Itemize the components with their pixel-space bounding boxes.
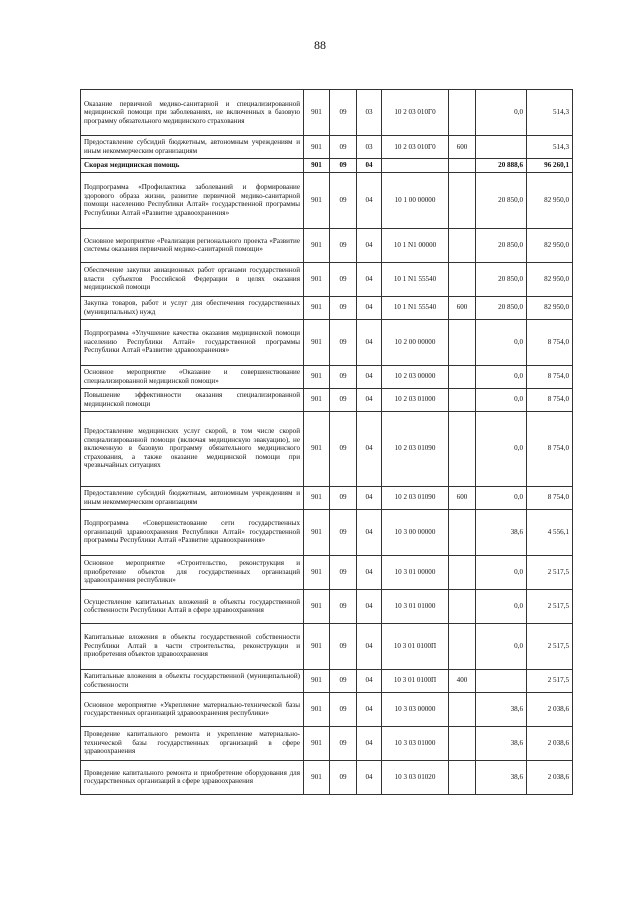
row-section-cell: 09 — [330, 509, 357, 555]
row-amount-2-cell: 8 754,0 — [527, 365, 573, 388]
row-grbs-cell: 901 — [304, 760, 330, 794]
row-subsection-cell: 04 — [357, 486, 382, 509]
row-target-article-cell: 10 3 03 01020 — [382, 760, 449, 794]
table-row — [81, 760, 573, 794]
row-target-article-cell: 10 1 N1 00000 — [382, 228, 449, 262]
row-target-article-cell: 10 2 03 01000 — [382, 388, 449, 411]
row-grbs-cell: 901 — [304, 509, 330, 555]
row-subsection-cell: 04 — [357, 509, 382, 555]
row-expense-type-cell — [449, 509, 476, 555]
row-amount-2-cell: 4 556,1 — [527, 509, 573, 555]
row-amount-2-cell: 2 517,5 — [527, 555, 573, 589]
row-name-cell: Подпрограмма «Профилактика заболеваний и формирование здорового образа жизни, развитие первичной медико-санитарной помощи населению Республики Алтай» государственной программы Республики Алтай «Развитие здравоохранения» — [81, 172, 304, 228]
row-subsection-cell: 04 — [357, 669, 382, 692]
row-section-cell: 09 — [330, 262, 357, 296]
row-expense-type-cell — [449, 555, 476, 589]
row-section-cell: 09 — [330, 486, 357, 509]
row-name-cell: Основное мероприятие «Реализация регионального проекта «Развитие системы оказания первичной медико-санитарной помощи» — [81, 228, 304, 262]
row-expense-type-cell — [449, 760, 476, 794]
row-section-cell: 09 — [330, 228, 357, 262]
row-target-article-cell: 10 3 01 0100П — [382, 669, 449, 692]
row-grbs-cell: 901 — [304, 726, 330, 760]
row-subsection-cell: 04 — [357, 589, 382, 623]
row-amount-2-cell: 82 950,0 — [527, 296, 573, 319]
row-subsection-cell: 04 — [357, 555, 382, 589]
row-section-cell: 09 — [330, 90, 357, 136]
row-target-article-cell: 10 3 01 00000 — [382, 555, 449, 589]
row-name-cell: Предоставление медицинских услуг скорой, в том числе скорой специализированной помощи (включая медицинскую эвакуацию), не включенную в базовую программу обязательного медицинского страхования, а также оказание медицинской помощи при чрезвычайных ситуациях — [81, 411, 304, 486]
table-row — [81, 136, 573, 159]
table-row — [81, 365, 573, 388]
row-target-article-cell — [382, 159, 449, 173]
row-name-cell: Основное мероприятие «Оказание и совершенствование специализированной медицинской помощи» — [81, 365, 304, 388]
row-expense-type-cell — [449, 262, 476, 296]
row-subsection-cell: 04 — [357, 411, 382, 486]
row-subsection-cell: 04 — [357, 296, 382, 319]
row-grbs-cell: 901 — [304, 159, 330, 173]
row-subsection-cell: 04 — [357, 692, 382, 726]
row-section-cell: 09 — [330, 623, 357, 669]
row-grbs-cell: 901 — [304, 365, 330, 388]
row-section-cell: 09 — [330, 319, 357, 365]
row-amount-1-cell: 38,6 — [476, 760, 527, 794]
row-subsection-cell: 04 — [357, 726, 382, 760]
row-amount-1-cell: 20 850,0 — [476, 262, 527, 296]
row-amount-2-cell: 8 754,0 — [527, 486, 573, 509]
table-row — [81, 411, 573, 486]
row-target-article-cell: 10 1 N1 55540 — [382, 296, 449, 319]
row-section-cell: 09 — [330, 669, 357, 692]
row-subsection-cell: 04 — [357, 623, 382, 669]
row-target-article-cell: 10 3 01 01000 — [382, 589, 449, 623]
row-subsection-cell: 04 — [357, 172, 382, 228]
row-name-cell: Осуществление капитальных вложений в объекты государственной собственности Республики Алтай в сфере здравоохранения — [81, 589, 304, 623]
row-expense-type-cell — [449, 90, 476, 136]
row-amount-1-cell: 38,6 — [476, 726, 527, 760]
row-amount-1-cell: 38,6 — [476, 509, 527, 555]
row-expense-type-cell — [449, 388, 476, 411]
row-section-cell: 09 — [330, 555, 357, 589]
row-amount-2-cell: 2 038,6 — [527, 760, 573, 794]
table-row — [81, 159, 573, 173]
row-expense-type-cell: 600 — [449, 296, 476, 319]
row-amount-2-cell: 8 754,0 — [527, 411, 573, 486]
row-target-article-cell: 10 2 03 010Г0 — [382, 90, 449, 136]
row-amount-2-cell: 8 754,0 — [527, 319, 573, 365]
row-grbs-cell: 901 — [304, 228, 330, 262]
row-amount-1-cell: 20 850,0 — [476, 228, 527, 262]
row-expense-type-cell — [449, 589, 476, 623]
row-name-cell: Проведение капитального ремонта и приобретение оборудования для государственных организаций в сфере здравоохранения — [81, 760, 304, 794]
row-section-cell: 09 — [330, 172, 357, 228]
row-expense-type-cell — [449, 365, 476, 388]
row-target-article-cell: 10 3 01 0100П — [382, 623, 449, 669]
row-amount-1-cell: 0,0 — [476, 589, 527, 623]
row-amount-1-cell: 0,0 — [476, 411, 527, 486]
row-target-article-cell: 10 1 N1 55540 — [382, 262, 449, 296]
row-section-cell: 09 — [330, 589, 357, 623]
row-name-cell: Предоставление субсидий бюджетным, автономным учреждениям и иным некоммерческим организациям — [81, 136, 304, 159]
row-target-article-cell: 10 3 03 01000 — [382, 726, 449, 760]
table-row — [81, 262, 573, 296]
row-grbs-cell: 901 — [304, 319, 330, 365]
row-name-cell: Подпрограмма «Совершенствование сети государственных организаций здравоохранения Республики Алтай» государственной программы Республики Алтай «Развитие здравоохранения» — [81, 509, 304, 555]
row-grbs-cell: 901 — [304, 623, 330, 669]
table-row — [81, 486, 573, 509]
row-target-article-cell: 10 3 03 00000 — [382, 692, 449, 726]
row-section-cell: 09 — [330, 365, 357, 388]
row-section-cell: 09 — [330, 726, 357, 760]
row-section-cell: 09 — [330, 388, 357, 411]
table-row — [81, 589, 573, 623]
table-row — [81, 296, 573, 319]
row-amount-2-cell: 2 517,5 — [527, 589, 573, 623]
row-grbs-cell: 901 — [304, 692, 330, 726]
row-target-article-cell: 10 2 00 00000 — [382, 319, 449, 365]
row-name-cell: Капитальные вложения в объекты государственной (муниципальной) собственности — [81, 669, 304, 692]
row-subsection-cell: 04 — [357, 262, 382, 296]
row-amount-2-cell: 2 038,6 — [527, 692, 573, 726]
table-row — [81, 228, 573, 262]
table-row — [81, 388, 573, 411]
row-grbs-cell: 901 — [304, 262, 330, 296]
row-expense-type-cell: 600 — [449, 136, 476, 159]
row-grbs-cell: 901 — [304, 388, 330, 411]
row-subsection-cell: 03 — [357, 90, 382, 136]
row-target-article-cell: 10 2 03 00000 — [382, 365, 449, 388]
row-section-cell: 09 — [330, 159, 357, 173]
row-grbs-cell: 901 — [304, 90, 330, 136]
row-target-article-cell: 10 2 03 01090 — [382, 411, 449, 486]
row-expense-type-cell — [449, 726, 476, 760]
row-name-cell: Закупка товаров, работ и услуг для обеспечения государственных (муниципальных) нужд — [81, 296, 304, 319]
table-row — [81, 319, 573, 365]
row-expense-type-cell — [449, 623, 476, 669]
row-amount-1-cell: 0,0 — [476, 388, 527, 411]
table-row — [81, 669, 573, 692]
row-amount-2-cell: 82 950,0 — [527, 172, 573, 228]
row-subsection-cell: 04 — [357, 228, 382, 262]
table-row — [81, 509, 573, 555]
row-amount-1-cell: 0,0 — [476, 319, 527, 365]
row-grbs-cell: 901 — [304, 296, 330, 319]
row-name-cell: Проведение капитального ремонта и укрепление материально-технической базы государственных организаций в сфере здравоохранения — [81, 726, 304, 760]
row-amount-1-cell: 20 850,0 — [476, 296, 527, 319]
row-name-cell: Предоставление субсидий бюджетным, автономным учреждениям и иным некоммерческим организациям — [81, 486, 304, 509]
row-section-cell: 09 — [330, 136, 357, 159]
row-amount-2-cell: 82 950,0 — [527, 262, 573, 296]
page-number: 88 — [314, 38, 326, 52]
row-amount-2-cell: 8 754,0 — [527, 388, 573, 411]
row-amount-1-cell: 0,0 — [476, 555, 527, 589]
row-amount-2-cell: 2 517,5 — [527, 623, 573, 669]
row-grbs-cell: 901 — [304, 411, 330, 486]
table-row — [81, 692, 573, 726]
row-expense-type-cell: 600 — [449, 486, 476, 509]
row-subsection-cell: 04 — [357, 365, 382, 388]
row-amount-1-cell — [476, 136, 527, 159]
row-target-article-cell: 10 2 03 01090 — [382, 486, 449, 509]
row-subsection-cell: 04 — [357, 319, 382, 365]
budget-table-body — [81, 90, 573, 795]
row-target-article-cell: 10 3 00 00000 — [382, 509, 449, 555]
row-expense-type-cell — [449, 692, 476, 726]
row-expense-type-cell — [449, 411, 476, 486]
table-row — [81, 555, 573, 589]
row-target-article-cell: 10 2 03 010Г0 — [382, 136, 449, 159]
row-section-cell: 09 — [330, 411, 357, 486]
row-subsection-cell: 04 — [357, 159, 382, 173]
row-amount-1-cell: 0,0 — [476, 90, 527, 136]
row-amount-2-cell: 82 950,0 — [527, 228, 573, 262]
row-name-cell: Капитальные вложения в объекты государственной собственности Республики Алтай в части строительства, реконструкции и приобретения объектов здравоохранения — [81, 623, 304, 669]
table-row — [81, 90, 573, 136]
row-section-cell: 09 — [330, 296, 357, 319]
row-subsection-cell: 03 — [357, 136, 382, 159]
row-grbs-cell: 901 — [304, 136, 330, 159]
row-amount-1-cell: 0,0 — [476, 486, 527, 509]
table-row — [81, 172, 573, 228]
row-name-cell: Подпрограмма «Улучшение качества оказания медицинской помощи населению Республики Алтай» государственной программы Республики Алтай «Развитие здравоохранения» — [81, 319, 304, 365]
row-subsection-cell: 04 — [357, 388, 382, 411]
row-amount-1-cell — [476, 669, 527, 692]
table-row — [81, 623, 573, 669]
row-expense-type-cell: 400 — [449, 669, 476, 692]
budget-table — [80, 89, 573, 795]
row-name-cell: Обеспечение закупки авиационных работ органами государственной власти субъектов Российской Федерации в целях оказания медицинской помощи — [81, 262, 304, 296]
row-amount-2-cell: 514,3 — [527, 136, 573, 159]
row-name-cell: Скорая медицинская помощь — [81, 159, 304, 173]
row-amount-2-cell: 96 260,1 — [527, 159, 573, 173]
row-name-cell: Повышение эффективности оказания специализированной медицинской помощи — [81, 388, 304, 411]
row-amount-2-cell: 514,3 — [527, 90, 573, 136]
row-amount-1-cell: 38,6 — [476, 692, 527, 726]
row-expense-type-cell — [449, 172, 476, 228]
row-expense-type-cell — [449, 319, 476, 365]
row-amount-1-cell: 20 850,0 — [476, 172, 527, 228]
row-subsection-cell: 04 — [357, 760, 382, 794]
row-grbs-cell: 901 — [304, 555, 330, 589]
row-section-cell: 09 — [330, 692, 357, 726]
row-target-article-cell: 10 1 00 00000 — [382, 172, 449, 228]
row-name-cell: Оказание первичной медико-санитарной и специализированной медицинской помощи при заболеваниях, не включенных в базовую программу обязательного медицинского страхования — [81, 90, 304, 136]
row-name-cell: Основное мероприятие «Укрепление материально-технической базы государственных организаций здравоохранения республики» — [81, 692, 304, 726]
row-amount-1-cell: 0,0 — [476, 623, 527, 669]
row-grbs-cell: 901 — [304, 172, 330, 228]
row-amount-2-cell: 2 517,5 — [527, 669, 573, 692]
row-grbs-cell: 901 — [304, 589, 330, 623]
row-amount-2-cell: 2 038,6 — [527, 726, 573, 760]
row-section-cell: 09 — [330, 760, 357, 794]
row-expense-type-cell — [449, 159, 476, 173]
table-row — [81, 726, 573, 760]
row-amount-1-cell: 20 888,6 — [476, 159, 527, 173]
row-amount-1-cell: 0,0 — [476, 365, 527, 388]
row-name-cell: Основное мероприятие «Строительство, реконструкция и приобретение объектов для государственных организаций здравоохранения республики» — [81, 555, 304, 589]
row-grbs-cell: 901 — [304, 669, 330, 692]
row-expense-type-cell — [449, 228, 476, 262]
row-grbs-cell: 901 — [304, 486, 330, 509]
